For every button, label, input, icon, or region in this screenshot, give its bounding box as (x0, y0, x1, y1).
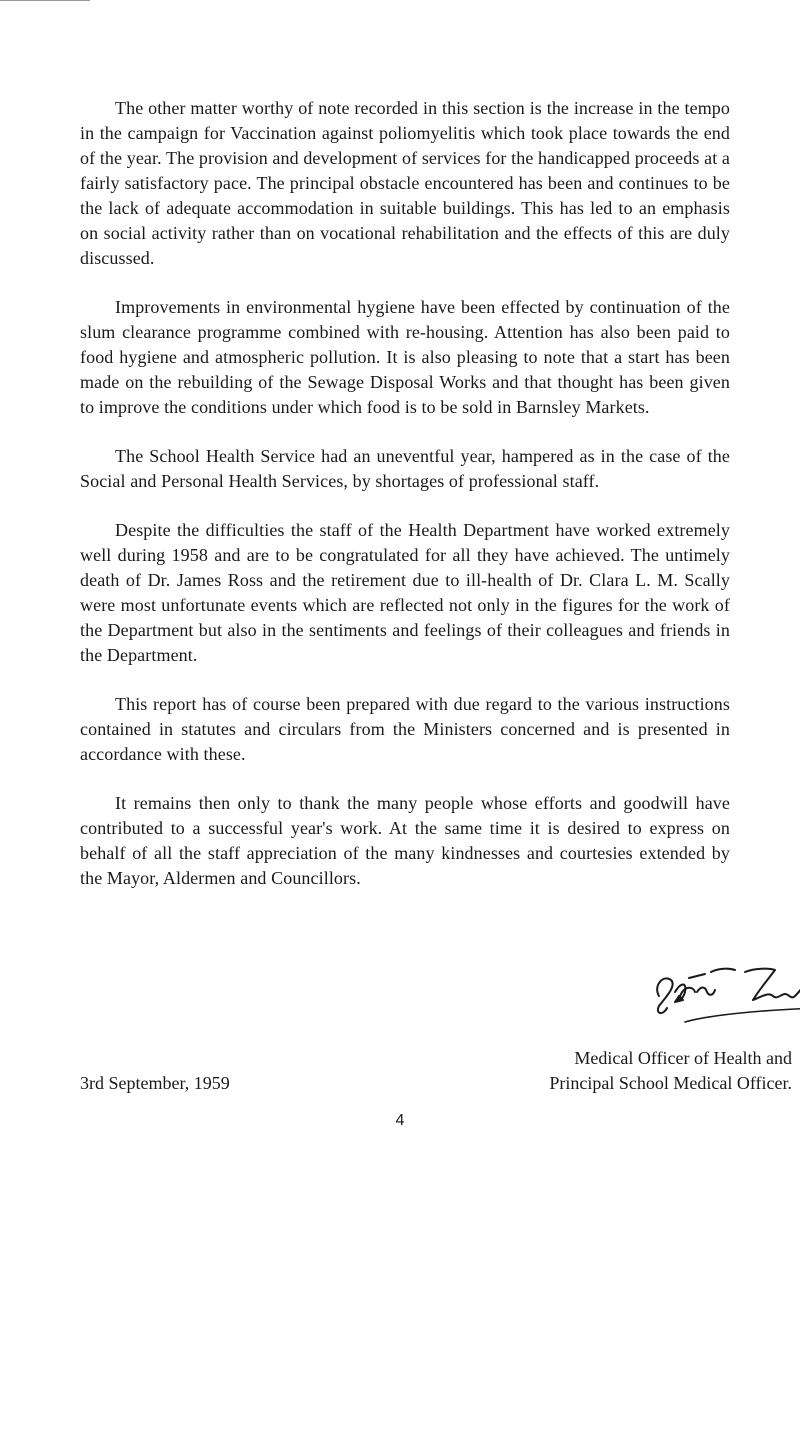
paragraph-4: Despite the difficulties the staff of the Health Department have worked extremely well during 1958 and are to be congratulated for all they have achieved. The untimely death of Dr. James Ross and the retirement due to ill-health of Dr. Clara L. M. Scally were most unfortunate events which are reflected not only in the figures for the work of the Department but also in the sentiments and feelings of their colleagues and friends in the Department. (80, 520, 730, 665)
paragraph-5: This report has of course been prepared with due regard to the various instructions contained in statutes and circulars from the Ministers concerned and is presented in accordance with these. (80, 694, 730, 764)
page-number: 4 (395, 1112, 405, 1129)
handwritten-signature (645, 956, 800, 1036)
paragraph-1: The other matter worthy of note recorded in this section is the increase in the tempo in the campaign for Vaccination against poliomyelitis which took place towards the end of the year. The provision and development of services for the handicapped proceeds at a fairly satisfactory pace. The principal obstacle encountered has been and continues to be the lack of adequate accommodation in suitable buildings. This has led to an emphasis on social activity rather than on vocational rehabilitation and the effects of this are duly discussed. (80, 98, 730, 268)
signatory-title-line-2: Principal School Medical Officer. (549, 1073, 792, 1093)
signatory-title-line-1: Medical Officer of Health and (574, 1048, 792, 1068)
paragraph-6: It remains then only to thank the many people whose efforts and goodwill have contributed to a successful year's work. At the same time it is desired to express on behalf of all the staff appreciation of the many kindnesses and courtesies extended by the Mayor, Aldermen and Councillors. (80, 793, 730, 888)
top-rule (0, 0, 90, 1)
signature-date: 3rd September, 1959 (80, 1073, 230, 1093)
paragraph-3: The School Health Service had an uneventful year, hampered as in the case of the Social and Personal Health Services, by shortages of professional staff. (80, 446, 730, 491)
paragraph-2: Improvements in environmental hygiene have been effected by continuation of the slum clearance programme combined with re-housing. Attention has also been paid to food hygiene and atmospheric pollution. It is also pleasing to note that a start has been made on the rebuilding of the Sewage Disposal Works and that thought has been given to improve the conditions under which food is to be sold in Barnsley Markets. (80, 297, 730, 417)
document-body (80, 96, 792, 1093)
